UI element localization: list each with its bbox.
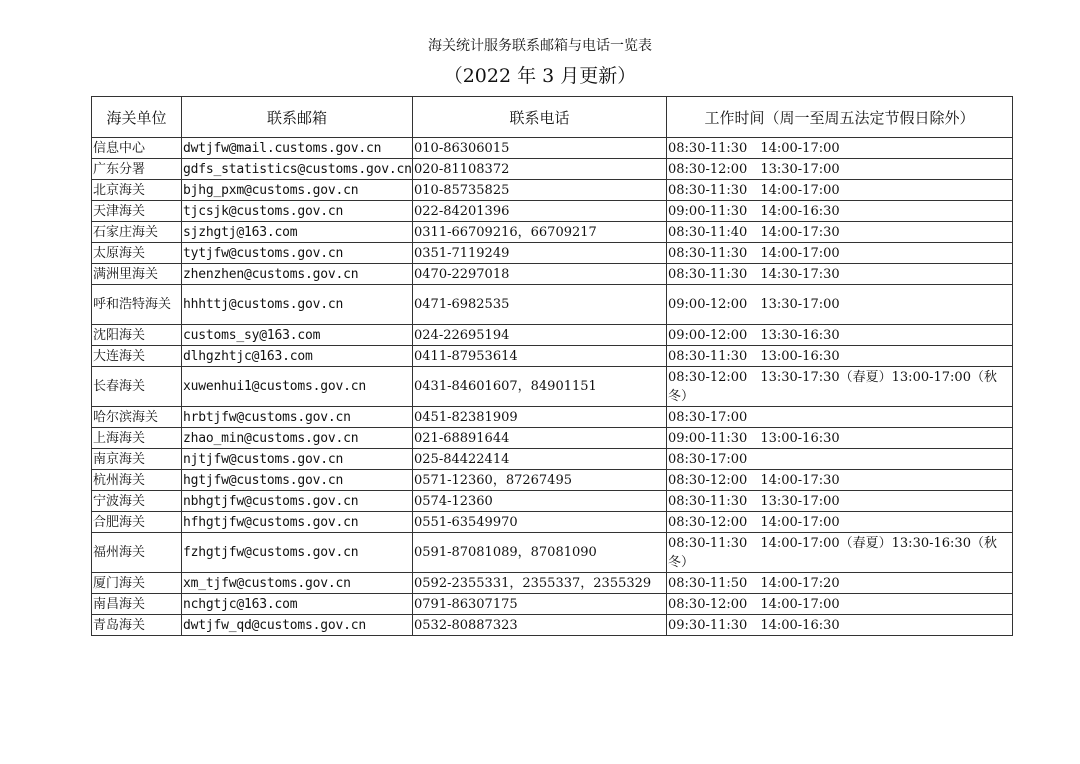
table-row (92, 201, 1013, 222)
cell-unit: 福州海关 (92, 533, 182, 573)
table-row (92, 491, 1013, 512)
cell-hours: 08:30-12:00 13:30-17:00 (667, 159, 1013, 180)
header-phone: 联系电话 (413, 97, 667, 138)
cell-hours: 08:30-11:30 14:30-17:30 (667, 264, 1013, 285)
cell-phone: 0351-7119249 (413, 243, 667, 264)
table-row (92, 573, 1013, 594)
document-subtitle: （2022 年 3 月更新） (443, 65, 637, 87)
cell-unit: 南昌海关 (92, 594, 182, 615)
cell-phone: 010-86306015 (413, 138, 667, 159)
cell-unit: 杭州海关 (92, 470, 182, 491)
cell-phone: 020-81108372 (413, 159, 667, 180)
cell-hours: 09:00-12:00 13:30-16:30 (667, 325, 1013, 346)
cell-email: tjcsjk@customs.gov.cn (182, 201, 413, 222)
cell-phone: 021-68891644 (413, 428, 667, 449)
table-row (92, 407, 1013, 428)
cell-hours: 08:30-11:30 13:30-17:00 (667, 491, 1013, 512)
cell-phone: 022-84201396 (413, 201, 667, 222)
table-row (92, 594, 1013, 615)
cell-unit: 长春海关 (92, 367, 182, 407)
cell-hours: 09:00-11:30 13:00-16:30 (667, 428, 1013, 449)
cell-email: zhao_min@customs.gov.cn (182, 428, 413, 449)
table-header-row (92, 97, 1013, 138)
cell-phone: 025-84422414 (413, 449, 667, 470)
cell-phone: 0791-86307175 (413, 594, 667, 615)
cell-email: nbhgtjfw@customs.gov.cn (182, 491, 413, 512)
cell-phone: 0411-87953614 (413, 346, 667, 367)
cell-hours: 08:30-11:30 13:00-16:30 (667, 346, 1013, 367)
table-row (92, 470, 1013, 491)
cell-email: hhhttj@customs.gov.cn (182, 285, 413, 325)
cell-hours: 09:00-12:00 13:30-17:00 (667, 285, 1013, 325)
table-row (92, 285, 1013, 325)
cell-hours: 08:30-12:00 14:00-17:00 (667, 594, 1013, 615)
cell-email: hgtjfw@customs.gov.cn (182, 470, 413, 491)
cell-email: nchgtjc@163.com (182, 594, 413, 615)
cell-unit: 大连海关 (92, 346, 182, 367)
cell-hours: 08:30-11:40 14:00-17:30 (667, 222, 1013, 243)
cell-unit: 太原海关 (92, 243, 182, 264)
cell-email: xuwenhui1@customs.gov.cn (182, 367, 413, 407)
cell-phone: 0551-63549970 (413, 512, 667, 533)
cell-email: hfhgtjfw@customs.gov.cn (182, 512, 413, 533)
table-row (92, 325, 1013, 346)
table-row (92, 449, 1013, 470)
table-row (92, 264, 1013, 285)
cell-hours: 08:30-17:00 (667, 407, 1013, 428)
document-title: 海关统计服务联系邮箱与电话一览表 (428, 38, 652, 54)
cell-email: bjhg_pxm@customs.gov.cn (182, 180, 413, 201)
cell-unit: 呼和浩特海关 (92, 285, 182, 325)
contacts-table (91, 96, 1013, 636)
cell-unit: 宁波海关 (92, 491, 182, 512)
cell-email: dwtjfw@mail.customs.gov.cn (182, 138, 413, 159)
table-row (92, 346, 1013, 367)
cell-email: zhenzhen@customs.gov.cn (182, 264, 413, 285)
cell-hours: 08:30-17:00 (667, 449, 1013, 470)
cell-phone: 0470-2297018 (413, 264, 667, 285)
cell-phone: 0574-12360 (413, 491, 667, 512)
table-row (92, 159, 1013, 180)
cell-unit: 沈阳海关 (92, 325, 182, 346)
cell-phone: 0532-80887323 (413, 615, 667, 636)
cell-email: xm_tjfw@customs.gov.cn (182, 573, 413, 594)
table-row (92, 367, 1013, 407)
cell-phone: 0431-84601607，84901151 (413, 367, 667, 407)
cell-hours: 09:30-11:30 14:00-16:30 (667, 615, 1013, 636)
cell-hours: 08:30-11:50 14:00-17:20 (667, 573, 1013, 594)
cell-email: gdfs_statistics@customs.gov.cn (182, 159, 413, 180)
cell-unit: 厦门海关 (92, 573, 182, 594)
table-row (92, 138, 1013, 159)
table-row (92, 512, 1013, 533)
cell-hours: 08:30-11:30 14:00-17:00 (667, 243, 1013, 264)
table-body (92, 138, 1013, 636)
cell-unit: 石家庄海关 (92, 222, 182, 243)
cell-unit: 信息中心 (92, 138, 182, 159)
table-row (92, 222, 1013, 243)
cell-unit: 北京海关 (92, 180, 182, 201)
cell-phone: 0591-87081089，87081090 (413, 533, 667, 573)
cell-phone: 0571-12360，87267495 (413, 470, 667, 491)
table-row (92, 428, 1013, 449)
cell-hours: 08:30-12:00 14:00-17:30 (667, 470, 1013, 491)
cell-phone: 0311-66709216，66709217 (413, 222, 667, 243)
cell-hours: 08:30-12:00 14:00-17:00 (667, 512, 1013, 533)
cell-unit: 广东分署 (92, 159, 182, 180)
table-row (92, 533, 1013, 573)
cell-email: sjzhgtj@163.com (182, 222, 413, 243)
cell-unit: 青岛海关 (92, 615, 182, 636)
cell-phone: 0451-82381909 (413, 407, 667, 428)
cell-phone: 024-22695194 (413, 325, 667, 346)
cell-phone: 0592-2355331，2355337，2355329 (413, 573, 667, 594)
cell-email: dwtjfw_qd@customs.gov.cn (182, 615, 413, 636)
cell-email: fzhgtjfw@customs.gov.cn (182, 533, 413, 573)
table-row (92, 180, 1013, 201)
cell-email: tytjfw@customs.gov.cn (182, 243, 413, 264)
cell-hours: 09:00-11:30 14:00-16:30 (667, 201, 1013, 222)
cell-hours: 08:30-11:30 14:00-17:00 (667, 138, 1013, 159)
cell-hours: 08:30-12:00 13:30-17:30（春夏）13:00-17:00（秋冬） (667, 367, 1013, 407)
table-row (92, 615, 1013, 636)
cell-unit: 上海海关 (92, 428, 182, 449)
header-unit: 海关单位 (92, 97, 182, 138)
cell-email: customs_sy@163.com (182, 325, 413, 346)
cell-phone: 010-85735825 (413, 180, 667, 201)
cell-phone: 0471-6982535 (413, 285, 667, 325)
header-email: 联系邮箱 (182, 97, 413, 138)
table-row (92, 243, 1013, 264)
cell-unit: 南京海关 (92, 449, 182, 470)
cell-hours: 08:30-11:30 14:00-17:00（春夏）13:30-16:30（秋冬） (667, 533, 1013, 573)
cell-unit: 满洲里海关 (92, 264, 182, 285)
cell-unit: 哈尔滨海关 (92, 407, 182, 428)
cell-email: dlhgzhtjc@163.com (182, 346, 413, 367)
cell-email: njtjfw@customs.gov.cn (182, 449, 413, 470)
header-hours: 工作时间（周一至周五法定节假日除外） (667, 97, 1013, 138)
cell-email: hrbtjfw@customs.gov.cn (182, 407, 413, 428)
cell-hours: 08:30-11:30 14:00-17:00 (667, 180, 1013, 201)
cell-unit: 合肥海关 (92, 512, 182, 533)
cell-unit: 天津海关 (92, 201, 182, 222)
